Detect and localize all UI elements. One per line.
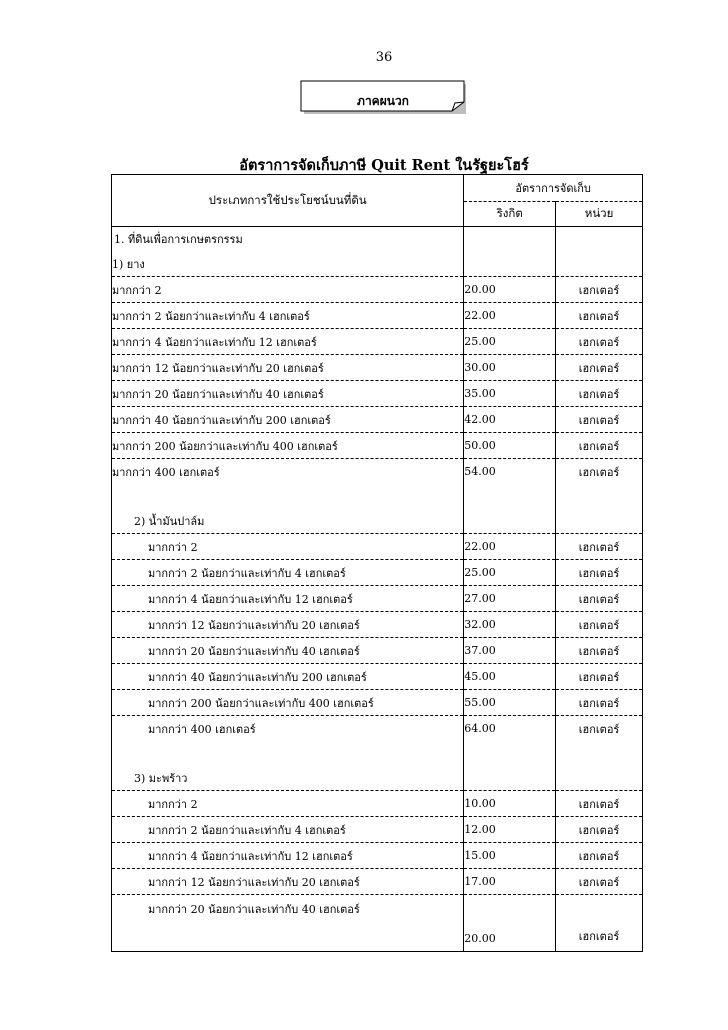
table-row: [112, 277, 643, 303]
row-description: มากกว่า 200 น้อยกว่าและเท่ากับ 400 เฮกเตอร์: [112, 690, 464, 716]
row-unit: เฮกเตอร์: [556, 534, 643, 560]
row-unit: เฮกเตอร์: [556, 869, 643, 895]
row-ringgit: 30.00: [464, 355, 556, 381]
table-row: [112, 638, 643, 664]
section-label: 2) น้ำมันปาล์ม: [112, 508, 464, 534]
row-description: มากกว่า 2 น้อยกว่าและเท่ากับ 4 เฮกเตอร์: [112, 303, 464, 329]
row-unit: เฮกเตอร์: [556, 690, 643, 716]
row-description: มากกว่า 4 น้อยกว่าและเท่ากับ 12 เฮกเตอร์: [112, 843, 464, 869]
row-description: มากกว่า 40 น้อยกว่าและเท่ากับ 200 เฮกเตอร์: [112, 407, 464, 433]
row-ringgit: 27.00: [464, 586, 556, 612]
table-row: [112, 560, 643, 586]
row-ringgit: 25.00: [464, 560, 556, 586]
section-label: 3) มะพร้าว: [112, 765, 464, 791]
row-unit: เฮกเตอร์: [556, 586, 643, 612]
row-unit: เฮกเตอร์: [556, 407, 643, 433]
row-ringgit: 20.00: [464, 895, 556, 952]
row-ringgit: 55.00: [464, 690, 556, 716]
header-rate: อัตราการจัดเก็บ: [464, 175, 643, 202]
row-description: มากกว่า 12 น้อยกว่าและเท่ากับ 20 เฮกเตอร์: [112, 869, 464, 895]
table-row: [112, 843, 643, 869]
row-ringgit: 64.00: [464, 716, 556, 742]
row-ringgit: 15.00: [464, 843, 556, 869]
row-description: มากกว่า 4 น้อยกว่าและเท่ากับ 12 เฮกเตอร์: [112, 329, 464, 355]
section-spacer: [112, 484, 643, 508]
row-ringgit: 20.00: [464, 277, 556, 303]
row-unit: เฮกเตอร์: [556, 612, 643, 638]
table-row: [112, 690, 643, 716]
row-unit: เฮกเตอร์: [556, 817, 643, 843]
appendix-banner: [300, 80, 466, 114]
row-unit: เฮกเตอร์: [556, 843, 643, 869]
row-unit: เฮกเตอร์: [556, 433, 643, 459]
row-description: มากกว่า 2 น้อยกว่าและเท่ากับ 4 เฮกเตอร์: [112, 817, 464, 843]
row-ringgit: 17.00: [464, 869, 556, 895]
row-ringgit: 35.00: [464, 381, 556, 407]
document-title: อัตราการจัดเก็บภาษี Quit Rent ในรัฐยะโฮร์: [239, 157, 529, 174]
table-row: [112, 329, 643, 355]
table-row: [112, 895, 643, 952]
header-land-use: ประเภทการใช้ประโยชน์บนที่ดิน: [112, 175, 464, 227]
section-palm-oil: [112, 508, 643, 534]
row-unit: เฮกเตอร์: [556, 560, 643, 586]
appendix-label: ภาคผนวก: [357, 94, 409, 108]
row-description: มากกว่า 20 น้อยกว่าและเท่ากับ 40 เฮกเตอร์: [112, 381, 464, 407]
row-description: มากกว่า 2: [112, 791, 464, 817]
row-unit: เฮกเตอร์: [556, 381, 643, 407]
table-row: [112, 869, 643, 895]
row-unit: เฮกเตอร์: [556, 895, 643, 952]
row-ringgit: 32.00: [464, 612, 556, 638]
row-ringgit: 12.00: [464, 817, 556, 843]
table-row: [112, 817, 643, 843]
row-description: มากกว่า 200 น้อยกว่าและเท่ากับ 400 เฮกเตอร์: [112, 433, 464, 459]
row-description: มากกว่า 4 น้อยกว่าและเท่ากับ 12 เฮกเตอร์: [112, 586, 464, 612]
row-description: มากกว่า 12 น้อยกว่าและเท่ากับ 20 เฮกเตอร์: [112, 355, 464, 381]
row-description: มากกว่า 20 น้อยกว่าและเท่ากับ 40 เฮกเตอร์: [112, 638, 464, 664]
row-description: มากกว่า 20 น้อยกว่าและเท่ากับ 40 เฮกเตอร์: [112, 895, 464, 952]
table-row: [112, 433, 643, 459]
header-ringgit: ริงกิต: [464, 202, 556, 227]
table-row: [112, 534, 643, 560]
row-description: มากกว่า 2: [112, 277, 464, 303]
row-unit: เฮกเตอร์: [556, 277, 643, 303]
row-unit: เฮกเตอร์: [556, 638, 643, 664]
table-row: [112, 664, 643, 690]
page-number: 36: [375, 50, 393, 65]
section-rubber: [112, 251, 643, 277]
row-description: มากกว่า 2 น้อยกว่าและเท่ากับ 4 เฮกเตอร์: [112, 560, 464, 586]
table-row: [112, 407, 643, 433]
table-row: [112, 381, 643, 407]
section-coconut: [112, 765, 643, 791]
row-unit: เฮกเตอร์: [556, 303, 643, 329]
row-unit: เฮกเตอร์: [556, 329, 643, 355]
row-description: มากกว่า 400 เฮกเตอร์: [112, 716, 464, 742]
row-ringgit: 50.00: [464, 433, 556, 459]
section-spacer: [112, 741, 643, 765]
table-row: [112, 612, 643, 638]
row-unit: เฮกเตอร์: [556, 459, 643, 485]
table-row: [112, 716, 643, 742]
row-description: มากกว่า 400 เฮกเตอร์: [112, 459, 464, 485]
row-description: มากกว่า 12 น้อยกว่าและเท่ากับ 20 เฮกเตอร์: [112, 612, 464, 638]
row-description: มากกว่า 2: [112, 534, 464, 560]
row-ringgit: 10.00: [464, 791, 556, 817]
row-unit: เฮกเตอร์: [556, 716, 643, 742]
table-row: [112, 303, 643, 329]
table-row: [112, 586, 643, 612]
row-ringgit: 37.00: [464, 638, 556, 664]
row-ringgit: 54.00: [464, 459, 556, 485]
row-ringgit: 22.00: [464, 303, 556, 329]
quit-rent-table: [111, 174, 643, 952]
row-ringgit: 22.00: [464, 534, 556, 560]
table-row: [112, 355, 643, 381]
table-row: [112, 459, 643, 485]
section-label: 1) ยาง: [112, 251, 464, 277]
row-ringgit: 42.00: [464, 407, 556, 433]
row-ringgit: 45.00: [464, 664, 556, 690]
row-unit: เฮกเตอร์: [556, 355, 643, 381]
row-unit: เฮกเตอร์: [556, 791, 643, 817]
table-row: [112, 791, 643, 817]
row-description: มากกว่า 40 น้อยกว่าและเท่ากับ 200 เฮกเตอร์: [112, 664, 464, 690]
row-ringgit: 25.00: [464, 329, 556, 355]
row-unit: เฮกเตอร์: [556, 664, 643, 690]
category-agriculture: 1. ที่ดินเพื่อการเกษตรกรรม: [112, 227, 464, 252]
header-unit: หน่วย: [556, 202, 643, 227]
